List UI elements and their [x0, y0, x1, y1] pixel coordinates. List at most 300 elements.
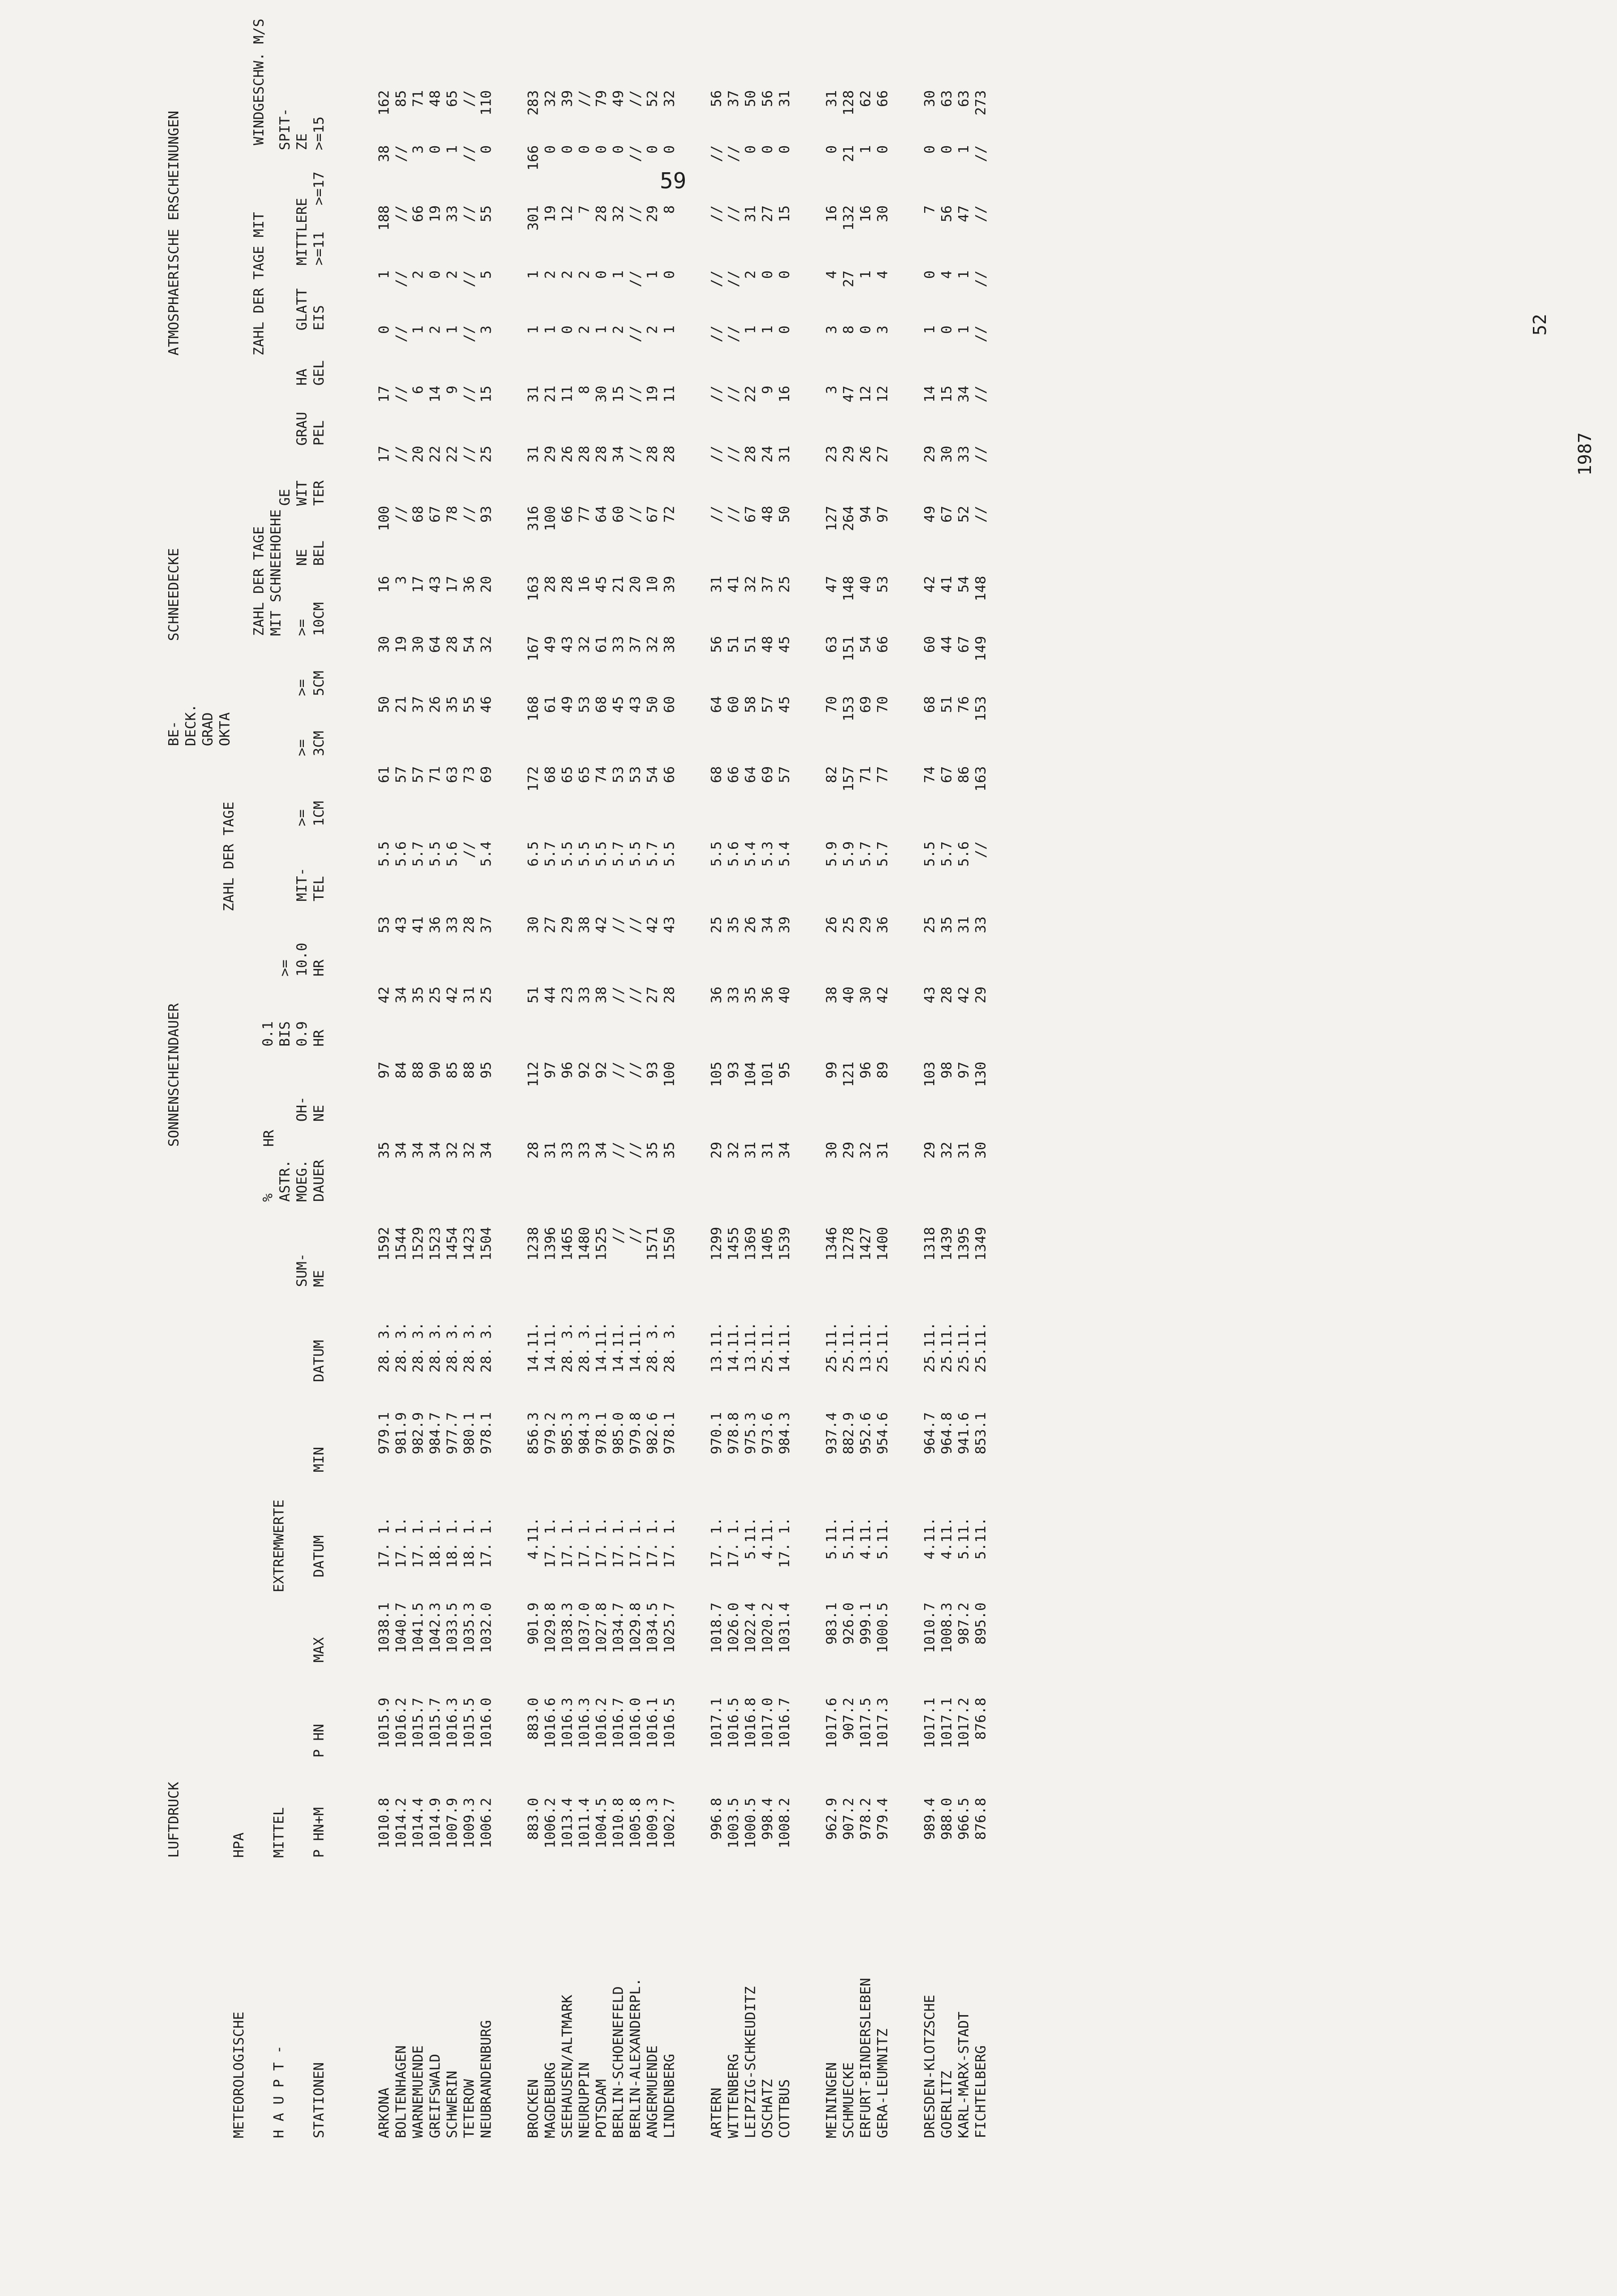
table-cell-c-phn: 883.0: [525, 1698, 541, 1740]
table-cell-c-min: 856.3: [525, 1412, 541, 1455]
table-cell-c-mittel: 5.6: [392, 841, 409, 867]
table-cell-c-1cm: 67: [938, 766, 955, 783]
table-cell-c-mittlere: 27: [759, 205, 775, 222]
table-cell-c-3cm: 46: [478, 696, 494, 713]
table-cell-c-mittlere: 30: [874, 205, 891, 222]
table-cell-c-ge17: 0: [921, 145, 938, 154]
table-cell-c-spitze: 283: [525, 90, 541, 116]
table-cell-c-astr: 32: [938, 1142, 955, 1159]
table-cell-c-ge17: 1: [444, 145, 460, 154]
table-cell-c-mittlere: 19: [427, 205, 443, 222]
table-cell-c-phnm: 1014.4: [410, 1798, 426, 1849]
table-cell-c-datum2: 28. 3.: [461, 1322, 477, 1373]
table-cell-c-min: 984.7: [427, 1412, 443, 1455]
table-cell-c-spitze: //: [627, 90, 643, 107]
column-header-c-3cm: >= 3CM: [293, 731, 327, 756]
station-name: SCHMUECKE: [840, 2062, 857, 2138]
table-cell-c-gewitter: 22: [444, 446, 460, 463]
table-cell-c-datum2: 25.11.: [972, 1322, 989, 1373]
table-cell-c-10cm: 17: [410, 576, 426, 593]
table-cell-c-max: 1020.2: [759, 1602, 775, 1654]
table-cell-c-datum2: 28. 3.: [576, 1322, 592, 1373]
table-cell-c-astr: 33: [559, 1142, 575, 1159]
table-cell-c-glatteis: 4: [938, 270, 955, 279]
table-cell-c-5cm: 32: [478, 636, 494, 653]
table-cell-c-ohne: 121: [840, 1062, 857, 1087]
table-cell-c-ge10: 25: [708, 916, 724, 933]
table-cell-c-datum2: 28. 3.: [661, 1322, 677, 1373]
table-cell-c-ge10: 30: [525, 916, 541, 933]
table-cell-c-graupel: 17: [375, 386, 392, 403]
table-cell-c-mittlere: 32: [610, 205, 626, 222]
table-cell-c-phn: 876.8: [972, 1698, 989, 1740]
table-cell-c-phn: 1017.5: [857, 1698, 874, 1749]
table-row: [938, 90, 955, 2138]
table-cell-c-spitze: 63: [938, 90, 955, 107]
table-cell-c-nebel: //: [708, 506, 724, 523]
table-cell-c-datum1: 17. 1.: [708, 1517, 724, 1568]
table-cell-c-phn: 1015.7: [410, 1698, 426, 1749]
table-cell-c-3cm: 50: [375, 696, 392, 713]
table-cell-c-max: 1008.3: [938, 1602, 955, 1654]
table-cell-c-min: 980.1: [461, 1412, 477, 1455]
table-cell-c-max: 1022.4: [742, 1602, 758, 1654]
table-cell-c-ge10: 36: [874, 916, 891, 933]
table-cell-c-graupel: 11: [661, 386, 677, 403]
table-cell-c-min: 978.1: [661, 1412, 677, 1455]
table-cell-c-spitze: //: [576, 90, 592, 107]
table-cell-c-glatteis: 2: [542, 270, 558, 279]
table-cell-c-gewitter: 23: [823, 446, 840, 463]
table-cell-c-astr: //: [610, 1142, 626, 1159]
table-cell-c-3cm: 64: [708, 696, 724, 713]
table-cell-c-astr: 31: [874, 1142, 891, 1159]
table-cell-c-summe: 1369: [742, 1227, 758, 1261]
table-cell-c-mittel: 5.7: [610, 841, 626, 867]
table-cell-c-phnm: 883.0: [525, 1798, 541, 1840]
table-cell-c-mittlere: //: [725, 205, 741, 222]
table-cell-c-nebel: 127: [823, 506, 840, 531]
table-cell-c-mittlere: 66: [410, 205, 426, 222]
table-cell-c-phnm: 1004.5: [593, 1798, 609, 1849]
table-cell-c-mittel: 5.5: [375, 841, 392, 867]
table-cell-c-summe: 1529: [410, 1227, 426, 1261]
table-cell-c-1cm: 65: [559, 766, 575, 783]
table-cell-c-ohne: 89: [874, 1062, 891, 1079]
table-cell-c-mittlere: 55: [478, 205, 494, 222]
table-cell-c-min: 978.1: [593, 1412, 609, 1455]
table-cell-c-5cm: 51: [742, 636, 758, 653]
table-cell-c-spitze: 71: [410, 90, 426, 107]
table-cell-c-datum2: 25.11.: [840, 1322, 857, 1373]
table-cell-c-ohne: 88: [461, 1062, 477, 1079]
table-cell-c-summe: 1439: [938, 1227, 955, 1261]
table-cell-c-graupel: 15: [938, 386, 955, 403]
table-cell-c-gewitter: //: [725, 446, 741, 463]
table-cell-c-phnm: 1000.5: [742, 1798, 758, 1849]
table-cell-c-nebel: 48: [759, 506, 775, 523]
table-cell-c-summe: 1523: [427, 1227, 443, 1261]
table-cell-c-phnm: 1006.2: [478, 1798, 494, 1849]
table-cell-c-1cm: 61: [375, 766, 392, 783]
table-cell-c-summe: 1550: [661, 1227, 677, 1261]
table-cell-c-bis: 51: [525, 987, 541, 1004]
table-cell-c-datum1: 5.11.: [955, 1517, 972, 1560]
table-cell-c-5cm: 49: [542, 636, 558, 653]
table-cell-c-3cm: 58: [742, 696, 758, 713]
table-cell-c-nebel: 100: [542, 506, 558, 531]
table-cell-c-summe: 1396: [542, 1227, 558, 1261]
column-header-c-gewitter: GE WIT TER: [276, 480, 327, 506]
table-cell-c-ohne: 97: [955, 1062, 972, 1079]
table-row: [972, 90, 989, 2138]
table-cell-c-bis: 36: [708, 987, 724, 1004]
table-cell-c-ohne: 100: [661, 1062, 677, 1087]
table-cell-c-glatteis: 2: [742, 270, 758, 279]
table-cell-c-max: 901.9: [525, 1602, 541, 1645]
table-cell-c-ohne: 97: [542, 1062, 558, 1079]
table-cell-c-glatteis: 0: [427, 270, 443, 279]
table-cell-c-datum1: 17. 1.: [392, 1517, 409, 1568]
table-cell-c-ohne: 103: [921, 1062, 938, 1087]
table-cell-c-nebel: //: [392, 506, 409, 523]
table-cell-c-max: 983.1: [823, 1602, 840, 1645]
table-cell-c-mittlere: //: [461, 205, 477, 222]
table-cell-c-graupel: 16: [776, 386, 792, 403]
table-cell-c-ohne: 85: [444, 1062, 460, 1079]
table-cell-c-nebel: 77: [576, 506, 592, 523]
table-cell-c-spitze: 30: [921, 90, 938, 107]
table-cell-c-ohne: 92: [593, 1062, 609, 1079]
table-cell-c-3cm: 51: [938, 696, 955, 713]
table-cell-c-phnm: 1009.3: [644, 1798, 660, 1849]
table-cell-c-max: 1029.8: [542, 1602, 558, 1654]
table-cell-c-ge10: 36: [427, 916, 443, 933]
table-cell-c-astr: 35: [644, 1142, 660, 1159]
table-cell-c-3cm: 153: [972, 696, 989, 722]
table-cell-c-1cm: 73: [461, 766, 477, 783]
table-row: [410, 90, 427, 2138]
table-cell-c-summe: 1455: [725, 1227, 741, 1261]
table-cell-c-ge17: //: [972, 145, 989, 162]
table-cell-c-spitze: 56: [759, 90, 775, 107]
table-cell-c-phn: 1017.1: [708, 1698, 724, 1749]
table-cell-c-min: 979.1: [375, 1412, 392, 1455]
table-cell-c-ge17: 0: [559, 145, 575, 154]
table-cell-c-spitze: 37: [725, 90, 741, 107]
table-cell-c-5cm: 30: [410, 636, 426, 653]
table-cell-c-phn: 1017.3: [874, 1698, 891, 1749]
table-cell-c-datum1: 17. 1.: [576, 1517, 592, 1568]
table-cell-c-nebel: 316: [525, 506, 541, 531]
table-cell-c-graupel: //: [972, 386, 989, 403]
table-cell-c-ge10: 33: [972, 916, 989, 933]
table-cell-c-max: 1026.0: [725, 1602, 741, 1654]
table-cell-c-summe: 1278: [840, 1227, 857, 1261]
table-cell-c-phnm: 1013.4: [559, 1798, 575, 1849]
table-cell-c-mittlere: 12: [559, 205, 575, 222]
table-cell-c-astr: 31: [955, 1142, 972, 1159]
table-cell-c-bis: 33: [576, 987, 592, 1004]
table-row: [627, 90, 644, 2138]
table-cell-c-10cm: 16: [576, 576, 592, 593]
table-cell-c-ohne: 112: [525, 1062, 541, 1087]
table-cell-c-ohne: 99: [823, 1062, 840, 1079]
table-cell-c-phn: 1016.3: [444, 1698, 460, 1749]
table-cell-c-10cm: 163: [525, 576, 541, 601]
table-cell-c-bis: 40: [776, 987, 792, 1004]
table-cell-c-summe: 1571: [644, 1227, 660, 1261]
table-cell-c-astr: 35: [661, 1142, 677, 1159]
table-cell-c-5cm: 45: [776, 636, 792, 653]
table-cell-c-graupel: 12: [857, 386, 874, 403]
table-cell-c-phnm: 989.4: [921, 1798, 938, 1840]
table-cell-c-1cm: 66: [725, 766, 741, 783]
table-row: [725, 90, 742, 2138]
table-cell-c-ge10: 27: [542, 916, 558, 933]
table-cell-c-10cm: 43: [427, 576, 443, 593]
table-cell-c-mittlere: 7: [921, 205, 938, 214]
table-cell-c-phnm: 1003.5: [725, 1798, 741, 1849]
station-name: BERLIN-SCHOENEFELD: [610, 1986, 626, 2138]
table-cell-c-1cm: 68: [708, 766, 724, 783]
table-cell-c-ohne: 92: [576, 1062, 592, 1079]
column-header-c-datum1: DATUM: [310, 1535, 327, 1577]
table-cell-c-hagel: 2: [576, 325, 592, 334]
table-cell-c-mittlere: 31: [742, 205, 758, 222]
table-cell-c-min: 853.1: [972, 1412, 989, 1455]
table-cell-c-ge10: 42: [593, 916, 609, 933]
table-cell-c-ge17: 0: [610, 145, 626, 154]
table-cell-c-ohne: 84: [392, 1062, 409, 1079]
table-cell-c-astr: 29: [840, 1142, 857, 1159]
table-cell-c-phnm: 1014.2: [392, 1798, 409, 1849]
table-cell-c-astr: 34: [478, 1142, 494, 1159]
table-cell-c-summe: 1480: [576, 1227, 592, 1261]
table-cell-c-3cm: 70: [823, 696, 840, 713]
table-cell-c-10cm: 39: [661, 576, 677, 593]
table-cell-c-summe: 1525: [593, 1227, 609, 1261]
station-name: DRESDEN-KLOTZSCHE: [921, 1995, 938, 2138]
station-name: WITTENBERG: [725, 2054, 741, 2138]
table-cell-c-summe: 1423: [461, 1227, 477, 1261]
table-cell-c-summe: 1465: [559, 1227, 575, 1261]
table-cell-c-astr: 32: [444, 1142, 460, 1159]
table-cell-c-3cm: 69: [857, 696, 874, 713]
table-cell-c-astr: 31: [742, 1142, 758, 1159]
table-cell-c-1cm: 65: [576, 766, 592, 783]
station-name: MEININGEN: [823, 2062, 840, 2138]
table-cell-c-bis: 43: [921, 987, 938, 1004]
table-cell-c-phn: 1016.2: [593, 1698, 609, 1749]
table-cell-c-min: 964.8: [938, 1412, 955, 1455]
table-cell-c-hagel: 2: [427, 325, 443, 334]
table-cell-c-bis: 28: [938, 987, 955, 1004]
table-cell-c-5cm: 151: [840, 636, 857, 662]
table-cell-c-mittlere: 56: [938, 205, 955, 222]
year-label: 1987: [1575, 432, 1595, 476]
table-cell-c-graupel: 12: [874, 386, 891, 403]
table-cell-c-datum2: 14.11.: [525, 1322, 541, 1373]
column-header-c-phnm: P HN+M: [310, 1807, 327, 1858]
table-cell-c-mittlere: 301: [525, 205, 541, 231]
table-cell-c-ge10: 33: [444, 916, 460, 933]
table-cell-c-glatteis: 2: [410, 270, 426, 279]
table-cell-c-max: 1038.3: [559, 1602, 575, 1654]
table-cell-c-ge17: //: [461, 145, 477, 162]
table-row: [392, 90, 410, 2138]
column-header-c-mittlere: MITTLERE >=11: [293, 198, 327, 265]
column-header-c-max: MAX: [310, 1637, 327, 1663]
table-cell-c-5cm: 54: [857, 636, 874, 653]
table-cell-c-datum1: 5.11.: [742, 1517, 758, 1560]
table-cell-c-mittel: 6.5: [525, 841, 541, 867]
table-cell-c-phnm: 1010.8: [610, 1798, 626, 1849]
table-cell-c-phnm: 962.9: [823, 1798, 840, 1840]
table-cell-c-datum1: 17. 1.: [627, 1517, 643, 1568]
table-cell-c-nebel: 60: [610, 506, 626, 523]
table-cell-c-5cm: 32: [644, 636, 660, 653]
table-cell-c-nebel: 97: [874, 506, 891, 523]
table-cell-c-3cm: 43: [627, 696, 643, 713]
table-cell-c-phn: 1016.3: [576, 1698, 592, 1749]
table-cell-c-spitze: 50: [742, 90, 758, 107]
table-row: [742, 90, 759, 2138]
table-row: [776, 90, 793, 2138]
table-cell-c-hagel: //: [461, 325, 477, 343]
table-cell-c-10cm: 37: [759, 576, 775, 593]
table-cell-c-min: 941.6: [955, 1412, 972, 1455]
table-cell-c-phnm: 966.5: [955, 1798, 972, 1840]
table-cell-c-gewitter: 28: [576, 446, 592, 463]
table-cell-c-mittel: 5.5: [427, 841, 443, 867]
table-cell-c-10cm: 20: [478, 576, 494, 593]
table-cell-c-gewitter: 17: [375, 446, 392, 463]
table-cell-c-bis: 29: [972, 987, 989, 1004]
table-cell-c-glatteis: 1: [525, 270, 541, 279]
column-header-c-glatteis: GLATT EIS: [293, 288, 327, 331]
station-name: FICHTELBERG: [972, 2045, 989, 2138]
column-header-c-mittel: MIT- TEL: [293, 867, 327, 901]
h-wind: WINDGESCHW. M/S: [250, 19, 267, 145]
table-cell-c-mittel: 5.4: [776, 841, 792, 867]
table-cell-c-phnm: 1006.2: [542, 1798, 558, 1849]
table-cell-c-graupel: //: [627, 386, 643, 403]
table-cell-c-ge10: 39: [776, 916, 792, 933]
table-cell-c-ohne: 105: [708, 1062, 724, 1087]
table-row: [661, 90, 678, 2138]
table-cell-c-summe: 1349: [972, 1227, 989, 1261]
table-cell-c-5cm: 51: [725, 636, 741, 653]
table-cell-c-glatteis: 5: [478, 270, 494, 279]
station-name: ERFURT-BINDERSLEBEN: [857, 1978, 874, 2138]
table-cell-c-bis: 38: [593, 987, 609, 1004]
station-name: SEEHAUSEN/ALTMARK: [559, 1995, 575, 2138]
table-cell-c-10cm: 16: [375, 576, 392, 593]
table-cell-c-summe: 1504: [478, 1227, 494, 1261]
table-cell-c-ge17: 0: [874, 145, 891, 154]
table-cell-c-datum2: 14.11.: [593, 1322, 609, 1373]
page-number: 59: [660, 168, 686, 194]
table-cell-c-datum2: 28. 3.: [427, 1322, 443, 1373]
table-cell-c-10cm: 148: [840, 576, 857, 601]
table-cell-c-ge17: 0: [776, 145, 792, 154]
table-cell-c-gewitter: 26: [857, 446, 874, 463]
table-cell-c-1cm: 54: [644, 766, 660, 783]
table-cell-c-mittel: 5.5: [661, 841, 677, 867]
table-cell-c-nebel: //: [725, 506, 741, 523]
table-cell-c-ge10: 34: [759, 916, 775, 933]
table-cell-c-graupel: 15: [478, 386, 494, 403]
table-cell-c-summe: 1544: [392, 1227, 409, 1261]
table-cell-c-bis: 27: [644, 987, 660, 1004]
table-row: [478, 90, 495, 2138]
h-zahl-mit: ZAHL DER TAGE MIT: [250, 212, 267, 356]
table-cell-c-1cm: 74: [593, 766, 609, 783]
table-cell-c-max: 1027.8: [593, 1602, 609, 1654]
table-cell-c-datum1: 17. 1.: [559, 1517, 575, 1568]
table-cell-c-hagel: //: [972, 325, 989, 343]
column-header-c-nebel: NE BEL: [293, 540, 327, 566]
table-cell-c-10cm: 47: [823, 576, 840, 593]
table-cell-c-ge17: //: [725, 145, 741, 162]
table-cell-c-min: 970.1: [708, 1412, 724, 1455]
table-cell-c-glatteis: //: [392, 270, 409, 287]
table-cell-c-ohne: 98: [938, 1062, 955, 1079]
table-cell-c-astr: 31: [759, 1142, 775, 1159]
table-cell-c-ge10: 53: [375, 916, 392, 933]
table-cell-c-max: 1025.7: [661, 1602, 677, 1654]
table-cell-c-glatteis: 1: [857, 270, 874, 279]
table-cell-c-datum1: 18. 1.: [444, 1517, 460, 1568]
column-header-c-min: MIN: [310, 1447, 327, 1472]
table-cell-c-5cm: 61: [593, 636, 609, 653]
table-cell-c-summe: 1400: [874, 1227, 891, 1261]
table-cell-c-1cm: 86: [955, 766, 972, 783]
station-name: LEIPZIG-SCHKEUDITZ: [742, 1986, 758, 2138]
table-cell-c-gewitter: 20: [410, 446, 426, 463]
table-cell-c-datum2: 28. 3.: [392, 1322, 409, 1373]
table-cell-c-ge10: 35: [725, 916, 741, 933]
table-cell-c-mittel: 5.7: [874, 841, 891, 867]
table-cell-c-max: 987.2: [955, 1602, 972, 1645]
table-cell-c-min: 979.8: [627, 1412, 643, 1455]
table-cell-c-ge10: 43: [392, 916, 409, 933]
station-name: POTSDAM: [593, 2079, 609, 2138]
table-cell-c-ge10: 31: [955, 916, 972, 933]
table-cell-c-1cm: 74: [921, 766, 938, 783]
table-cell-c-ge10: 41: [410, 916, 426, 933]
table-cell-c-nebel: 94: [857, 506, 874, 523]
table-cell-c-glatteis: 0: [593, 270, 609, 279]
table-cell-c-datum1: 4.11.: [938, 1517, 955, 1560]
table-cell-c-hagel: //: [392, 325, 409, 343]
table-cell-c-ge17: 3: [410, 145, 426, 154]
table-cell-c-3cm: 60: [661, 696, 677, 713]
sheet-number: 52: [1530, 313, 1550, 336]
table-cell-c-ohne: 96: [857, 1062, 874, 1079]
table-cell-c-summe: 1346: [823, 1227, 840, 1261]
column-header-c-astr: % ASTR. MOEG. DAUER: [259, 1159, 327, 1202]
table-cell-c-graupel: //: [461, 386, 477, 403]
table-cell-c-bis: 42: [375, 987, 392, 1004]
table-cell-c-phn: 1015.7: [427, 1698, 443, 1749]
station-name: OSCHATZ: [759, 2079, 775, 2138]
table-cell-c-ge17: //: [627, 145, 643, 162]
table-cell-c-3cm: 70: [874, 696, 891, 713]
table-cell-c-hagel: 3: [823, 325, 840, 334]
table-cell-c-spitze: 49: [610, 90, 626, 107]
